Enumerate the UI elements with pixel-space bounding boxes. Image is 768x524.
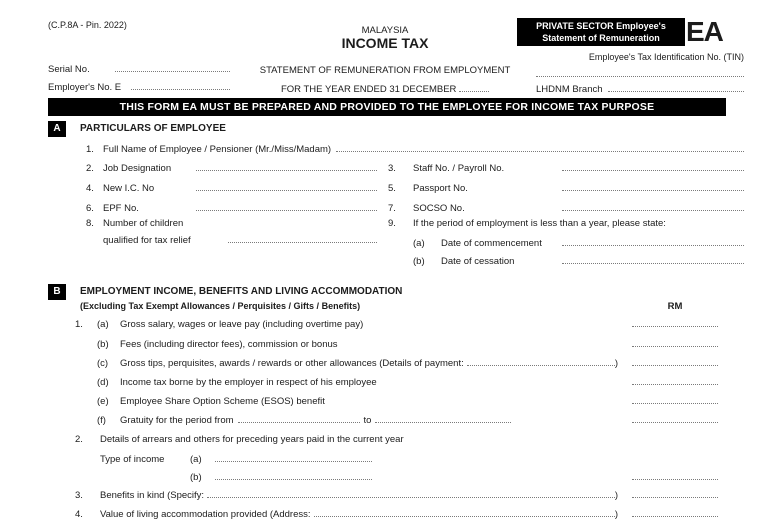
year-input[interactable] [459,83,489,92]
form-type-code: EA [686,16,723,47]
tax-borne-amount[interactable] [632,376,718,385]
sub-item-letter: (a) [413,238,425,249]
period-of-employment-label: If the period of employment is less than a year, please state: [413,218,666,229]
tips-details-input[interactable] [467,357,615,366]
item-number: 7. [388,203,396,214]
section-b-letter: B [48,284,66,300]
gross-salary-amount[interactable] [632,318,718,327]
item-number: 9. [388,218,396,229]
item-number: 3. [388,163,396,174]
benefits-in-kind-label: Benefits in kind (Specify: [100,490,205,501]
gratuity-to-input[interactable] [375,414,511,423]
esos-label: Employee Share Option Scheme (ESOS) benefit [120,396,325,407]
sub-item-letter: (b) [97,339,109,350]
serial-no-label: Serial No. [48,64,90,75]
tips-amount[interactable] [632,357,718,366]
sub-item-letter: (d) [97,377,109,388]
sub-item-letter: (c) [97,358,109,369]
accommodation-address-input[interactable] [314,508,615,517]
item-number: 4. [75,509,83,520]
section-b-title: EMPLOYMENT INCOME, BENEFITS AND LIVING ACCOMMODATION [80,286,403,297]
full-name-label: Full Name of Employee / Pensioner (Mr./Miss/Madam) [103,144,332,155]
job-designation-input[interactable] [196,162,377,171]
epf-no-label: EPF No. [103,203,139,214]
new-ic-input[interactable] [196,182,377,191]
item-number: 1. [86,144,94,155]
gratuity-amount[interactable] [632,414,718,423]
close-paren: ) [614,490,618,501]
gross-salary-label: Gross salary, wages or leave pay (including overtime pay) [120,319,364,330]
private-sector-badge [517,18,685,46]
item-number: 4. [86,183,94,194]
benefits-amount[interactable] [632,489,718,498]
children-label-line1: Number of children [103,218,184,229]
tin-label: Employee's Tax Identification No. (TIN) [588,52,744,62]
sub-item-letter: (e) [97,396,109,407]
item-number: 5. [388,183,396,194]
tax-borne-label: Income tax borne by the employer in respect of his employee [120,377,377,388]
section-a-title: PARTICULARS OF EMPLOYEE [80,123,226,134]
new-ic-label: New I.C. No [103,183,155,194]
employer-no-label: Employer's No. E [48,82,122,93]
close-paren: ) [614,358,618,369]
item-number: 2. [86,163,94,174]
arrears-label: Details of arrears and others for preceding years paid in the current year [100,434,404,445]
arrears-type-a-input[interactable] [215,453,372,462]
passport-no-label: Passport No. [413,183,468,194]
sub-item-letter: (b) [413,256,425,267]
full-name-input[interactable] [336,143,744,152]
children-label-line2: qualified for tax relief [103,235,191,246]
cessation-date-input[interactable] [562,255,744,264]
item-number: 3. [75,490,83,501]
esos-amount[interactable] [632,395,718,404]
epf-no-input[interactable] [196,202,377,211]
lhdnm-branch-label: LHDNM Branch [536,84,603,95]
children-input[interactable] [228,234,377,243]
commencement-date-input[interactable] [562,237,744,246]
gratuity-to-label: to [363,415,372,426]
country-label: MALAYSIA [361,25,409,36]
passport-no-input[interactable] [562,182,744,191]
sub-item-letter: (a) [97,319,109,330]
cessation-date-label: Date of cessation [441,256,515,267]
accommodation-amount[interactable] [632,508,718,517]
close-paren: ) [614,509,618,520]
living-accommodation-label: Value of living accommodation provided (Address: [100,509,311,520]
fees-label: Fees (including director fees), commission or bonus [120,339,338,350]
item-number: 6. [86,203,94,214]
staff-no-input[interactable] [562,162,744,171]
arrears-amount[interactable] [632,471,718,480]
private-sector-line1: PRIVATE SECTOR Employee's [536,21,666,31]
socso-no-label: SOCSO No. [413,203,465,214]
currency-column-label: RM [667,301,683,312]
section-b-subtitle: (Excluding Tax Exempt Allowances / Perquisites / Gifts / Benefits) [80,301,361,311]
job-designation-label: Job Designation [103,163,172,174]
form-title: INCOME TAX [341,35,429,51]
item-number: 8. [86,218,94,229]
section-a-letter: A [48,121,66,137]
sub-item-letter: (f) [97,415,106,426]
benefits-specify-input[interactable] [207,489,615,498]
lhdnm-branch-input[interactable] [608,83,744,92]
socso-no-input[interactable] [562,202,744,211]
item-number: 2. [75,434,83,445]
commencement-date-label: Date of commencement [441,238,542,249]
arrears-type-b-input[interactable] [215,471,372,480]
item-number: 1. [75,319,83,330]
sub-item-letter: (a) [190,454,202,465]
type-of-income-label: Type of income [100,454,165,465]
staff-no-label: Staff No. / Payroll No. [413,163,505,174]
form-code: (C.P.8A - Pin. 2022) [48,20,127,30]
statement-line: STATEMENT OF REMUNERATION FROM EMPLOYMENT [259,65,511,76]
fees-amount[interactable] [632,338,718,347]
year-line-label: FOR THE YEAR ENDED 31 DECEMBER [280,84,457,95]
sub-item-letter: (b) [190,472,202,483]
gratuity-label: Gratuity for the period from [120,415,234,426]
banner: THIS FORM EA MUST BE PREPARED AND PROVIDED TO THE EMPLOYEE FOR INCOME TAX PURPOSE [48,98,726,116]
gratuity-from-input[interactable] [238,414,360,423]
gross-tips-label: Gross tips, perquisites, awards / rewards or other allowances (Details of payment: [120,358,464,369]
private-sector-line2: Statement of Remuneration [542,32,660,43]
